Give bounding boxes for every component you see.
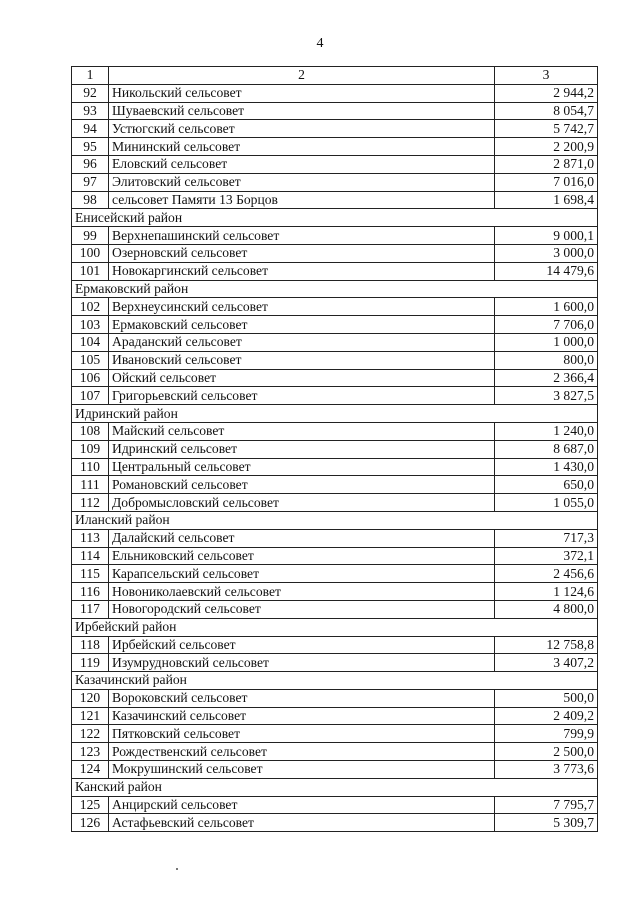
amount-value: 2 366,4	[495, 369, 598, 387]
table-row	[72, 440, 598, 458]
settlement-name: Добромысловский сельсовет	[109, 494, 495, 512]
row-number: 96	[72, 155, 109, 173]
table-row	[72, 298, 598, 316]
row-number: 116	[72, 583, 109, 601]
amount-value: 1 000,0	[495, 333, 598, 351]
amount-value: 1 124,6	[495, 583, 598, 601]
column-header-number: 1	[72, 67, 109, 85]
row-number: 125	[72, 796, 109, 814]
amount-value: 3 827,5	[495, 387, 598, 405]
table-row	[72, 654, 598, 672]
settlement-name: Ивановский сельсовет	[109, 351, 495, 369]
table-body	[72, 67, 598, 832]
amount-value: 2 944,2	[495, 84, 598, 102]
settlement-name: сельсовет Памяти 13 Борцов	[109, 191, 495, 209]
amount-value: 8 054,7	[495, 102, 598, 120]
district-header-row	[72, 405, 598, 423]
amount-value: 1 698,4	[495, 191, 598, 209]
amount-value: 2 500,0	[495, 743, 598, 761]
table-row	[72, 173, 598, 191]
table-header-row	[72, 67, 598, 85]
budget-table	[71, 66, 598, 832]
row-number: 104	[72, 333, 109, 351]
row-number: 94	[72, 120, 109, 138]
amount-value: 3 407,2	[495, 654, 598, 672]
row-number: 117	[72, 600, 109, 618]
amount-value: 4 800,0	[495, 600, 598, 618]
settlement-name: Верхнеусинский сельсовет	[109, 298, 495, 316]
row-number: 120	[72, 689, 109, 707]
table-row	[72, 422, 598, 440]
table-row	[72, 565, 598, 583]
row-number: 93	[72, 102, 109, 120]
row-number: 112	[72, 494, 109, 512]
amount-value: 5 309,7	[495, 814, 598, 832]
district-header-row	[72, 209, 598, 227]
settlement-name: Шуваевский сельсовет	[109, 102, 495, 120]
amount-value: 12 758,8	[495, 636, 598, 654]
settlement-name: Араданский сельсовет	[109, 333, 495, 351]
row-number: 95	[72, 138, 109, 156]
table-row	[72, 369, 598, 387]
table-row	[72, 138, 598, 156]
settlement-name: Далайский сельсовет	[109, 529, 495, 547]
settlement-name: Рождественский сельсовет	[109, 743, 495, 761]
settlement-name: Мокрушинский сельсовет	[109, 761, 495, 779]
amount-value: 372,1	[495, 547, 598, 565]
settlement-name: Озерновский сельсовет	[109, 244, 495, 262]
table-row	[72, 155, 598, 173]
amount-value: 3 773,6	[495, 761, 598, 779]
row-number: 110	[72, 458, 109, 476]
row-number: 113	[72, 529, 109, 547]
table-row	[72, 120, 598, 138]
table-row	[72, 84, 598, 102]
table-row	[72, 725, 598, 743]
amount-value: 2 409,2	[495, 707, 598, 725]
table-row	[72, 529, 598, 547]
settlement-name: Вороковский сельсовет	[109, 689, 495, 707]
settlement-name: Никольский сельсовет	[109, 84, 495, 102]
settlement-name: Казачинский сельсовет	[109, 707, 495, 725]
row-number: 97	[72, 173, 109, 191]
amount-value: 2 456,6	[495, 565, 598, 583]
row-number: 121	[72, 707, 109, 725]
table-row	[72, 707, 598, 725]
district-header-row	[72, 618, 598, 636]
settlement-name: Астафьевский сельсовет	[109, 814, 495, 832]
row-number: 119	[72, 654, 109, 672]
settlement-name: Новокаргинский сельсовет	[109, 262, 495, 280]
row-number: 105	[72, 351, 109, 369]
table-row	[72, 102, 598, 120]
row-number: 106	[72, 369, 109, 387]
settlement-name: Ойский сельсовет	[109, 369, 495, 387]
amount-value: 1 600,0	[495, 298, 598, 316]
amount-value: 9 000,1	[495, 227, 598, 245]
row-number: 109	[72, 440, 109, 458]
table-row	[72, 547, 598, 565]
table-row	[72, 458, 598, 476]
amount-value: 2 871,0	[495, 155, 598, 173]
table-row	[72, 761, 598, 779]
table-row	[72, 600, 598, 618]
district-header-row	[72, 280, 598, 298]
table-row	[72, 262, 598, 280]
row-number: 108	[72, 422, 109, 440]
amount-value: 1 430,0	[495, 458, 598, 476]
settlement-name: Элитовский сельсовет	[109, 173, 495, 191]
row-number: 99	[72, 227, 109, 245]
table-row	[72, 796, 598, 814]
table-row	[72, 316, 598, 334]
table-row	[72, 227, 598, 245]
amount-value: 8 687,0	[495, 440, 598, 458]
table-row	[72, 244, 598, 262]
row-number: 101	[72, 262, 109, 280]
amount-value: 7 795,7	[495, 796, 598, 814]
row-number: 107	[72, 387, 109, 405]
settlement-name: Еловский сельсовет	[109, 155, 495, 173]
row-number: 126	[72, 814, 109, 832]
settlement-name: Новогородский сельсовет	[109, 600, 495, 618]
amount-value: 5 742,7	[495, 120, 598, 138]
row-number: 103	[72, 316, 109, 334]
district-name: Иланский район	[72, 511, 598, 529]
row-number: 98	[72, 191, 109, 209]
table-row	[72, 387, 598, 405]
settlement-name: Верхнепашинский сельсовет	[109, 227, 495, 245]
row-number: 115	[72, 565, 109, 583]
amount-value: 3 000,0	[495, 244, 598, 262]
table-row	[72, 191, 598, 209]
table-row	[72, 494, 598, 512]
amount-value: 717,3	[495, 529, 598, 547]
district-name: Ермаковский район	[72, 280, 598, 298]
row-number: 102	[72, 298, 109, 316]
district-name: Казачинский район	[72, 672, 598, 690]
amount-value: 650,0	[495, 476, 598, 494]
table-row	[72, 351, 598, 369]
table-row	[72, 743, 598, 761]
column-header-value: 3	[495, 67, 598, 85]
amount-value: 7 016,0	[495, 173, 598, 191]
amount-value: 7 706,0	[495, 316, 598, 334]
row-number: 118	[72, 636, 109, 654]
amount-value: 1 055,0	[495, 494, 598, 512]
settlement-name: Изумрудновский сельсовет	[109, 654, 495, 672]
settlement-name: Ермаковский сельсовет	[109, 316, 495, 334]
row-number: 92	[72, 84, 109, 102]
row-number: 123	[72, 743, 109, 761]
settlement-name: Пятковский сельсовет	[109, 725, 495, 743]
table-row	[72, 476, 598, 494]
settlement-name: Мининский сельсовет	[109, 138, 495, 156]
amount-value: 14 479,6	[495, 262, 598, 280]
amount-value: 800,0	[495, 351, 598, 369]
row-number: 124	[72, 761, 109, 779]
table-row	[72, 583, 598, 601]
amount-value: 799,9	[495, 725, 598, 743]
district-name: Ирбейский район	[72, 618, 598, 636]
column-header-name: 2	[109, 67, 495, 85]
district-header-row	[72, 778, 598, 796]
settlement-name: Ельниковский сельсовет	[109, 547, 495, 565]
table-row	[72, 333, 598, 351]
amount-value: 500,0	[495, 689, 598, 707]
table-row	[72, 814, 598, 832]
settlement-name: Ирбейский сельсовет	[109, 636, 495, 654]
settlement-name: Григорьевский сельсовет	[109, 387, 495, 405]
amount-value: 1 240,0	[495, 422, 598, 440]
settlement-name: Романовский сельсовет	[109, 476, 495, 494]
row-number: 114	[72, 547, 109, 565]
settlement-name: Устюгский сельсовет	[109, 120, 495, 138]
table-row	[72, 689, 598, 707]
row-number: 100	[72, 244, 109, 262]
district-name: Канский район	[72, 778, 598, 796]
settlement-name: Майский сельсовет	[109, 422, 495, 440]
settlement-name: Анцирский сельсовет	[109, 796, 495, 814]
district-header-row	[72, 511, 598, 529]
settlement-name: Карапсельский сельсовет	[109, 565, 495, 583]
scan-speck	[176, 868, 178, 870]
amount-value: 2 200,9	[495, 138, 598, 156]
row-number: 122	[72, 725, 109, 743]
page-number: 4	[316, 36, 324, 51]
row-number: 111	[72, 476, 109, 494]
table-row	[72, 636, 598, 654]
district-header-row	[72, 672, 598, 690]
district-name: Енисейский район	[72, 209, 598, 227]
settlement-name: Центральный сельсовет	[109, 458, 495, 476]
settlement-name: Новониколаевский сельсовет	[109, 583, 495, 601]
settlement-name: Идринский сельсовет	[109, 440, 495, 458]
district-name: Идринский район	[72, 405, 598, 423]
